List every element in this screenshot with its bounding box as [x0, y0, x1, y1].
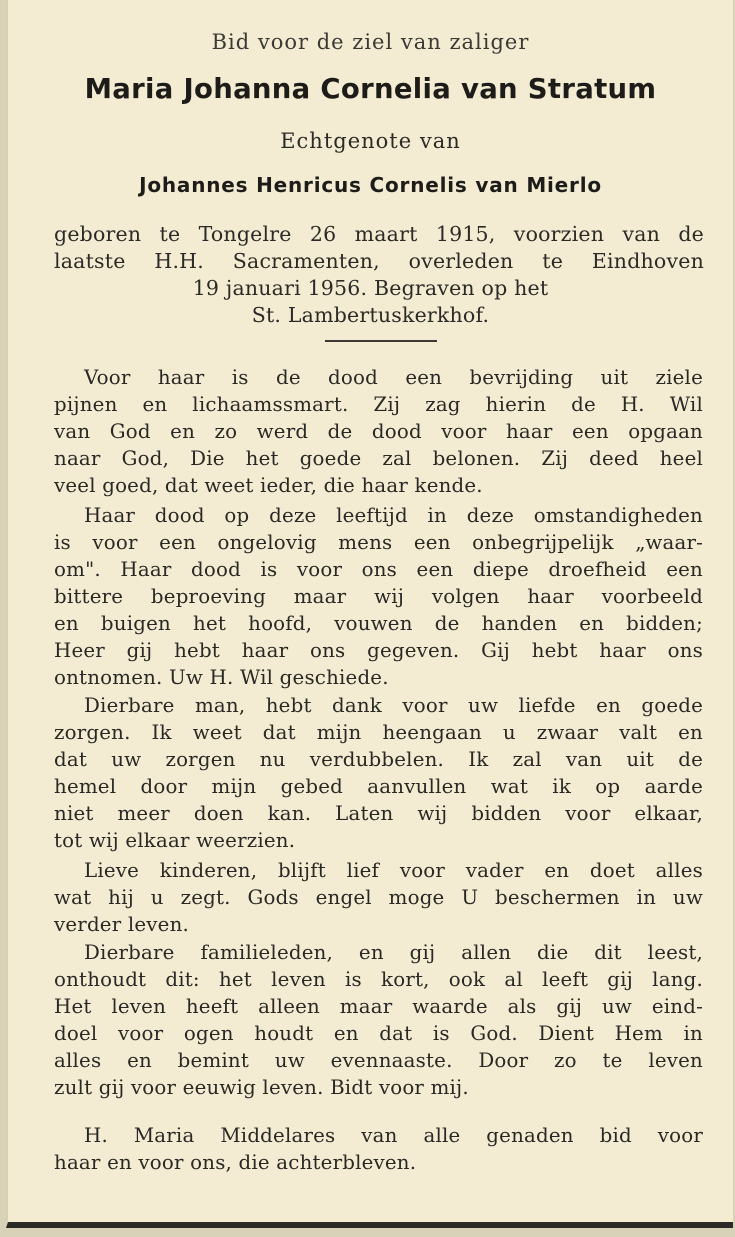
bio-line: St. Lambertuskerkhof. [251, 303, 490, 327]
prayer-card [6, 0, 733, 1228]
body-line: Het leven heeft alleen maar waarde als gij uw eind- [54, 995, 703, 1018]
bio-line: laatste H.H. Sacramenten, overleden te Eindhoven [54, 249, 704, 273]
body-line: en buigen het hoofd, vouwen de handen en bidden; [54, 612, 703, 635]
intro-line: Bid voor de ziel van zaliger [211, 30, 530, 54]
body-line: hemel door mijn gebed aanvullen wat ik op aarde [54, 775, 703, 798]
closing-line: H. Maria Middelares van alle genaden bid voor [84, 1124, 703, 1147]
body-line: Heer gij hebt haar ons gegeven. Gij hebt haar ons [54, 639, 703, 662]
body-line: veel goed, dat weet ieder, die haar kende. [54, 474, 483, 497]
body-line: Voor haar is de dood een bevrijding uit ziele [84, 366, 703, 389]
body-line: tot wij elkaar weerzien. [54, 829, 296, 852]
body-line: Lieve kinderen, blijft lief voor vader en doet alles [84, 859, 703, 882]
spouse-name: Johannes Henricus Cornelis van Mierlo [139, 173, 602, 197]
body-line: Haar dood op deze leeftijd in deze omstandigheden [84, 504, 703, 527]
body-line: zult gij voor eeuwig leven. Bidt voor mij. [54, 1076, 469, 1099]
body-line: Dierbare familieleden, en gij allen die dit leest, [84, 941, 703, 964]
body-line: wat hij u zegt. Gods engel moge U beschermen in uw [54, 886, 703, 909]
bio-line: geboren te Tongelre 26 maart 1915, voorzien van de [54, 222, 704, 246]
bio-line: 19 januari 1956. Begraven op het [192, 276, 549, 300]
body-line: verder leven. [54, 913, 189, 936]
divider [325, 340, 437, 342]
body-line: ontnomen. Uw H. Wil geschiede. [54, 666, 389, 689]
body-line: om". Haar dood is voor ons een diepe droefheid een [54, 558, 703, 581]
body-line: doel voor ogen houdt en dat is God. Dient Hem in [54, 1022, 703, 1045]
body-line: alles en bemint uw evennaaste. Door zo te leven [54, 1049, 703, 1072]
body-line: dat uw zorgen nu verdubbelen. Ik zal van uit de [54, 748, 703, 771]
body-line: Dierbare man, hebt dank voor uw liefde en goede [84, 694, 703, 717]
closing-line: haar en voor ons, die achterbleven. [54, 1151, 417, 1174]
body-line: is voor een ongelovig mens een onbegrijpelijk „waar- [54, 531, 703, 554]
body-line: bittere beproeving maar wij volgen haar voorbeeld [54, 585, 703, 608]
spouse-label: Echtgenote van [280, 129, 461, 153]
body-line: van God en zo werd de dood voor haar een opgaan [54, 420, 703, 443]
body-line: onthoudt dit: het leven is kort, ook al leeft gij lang. [54, 968, 703, 991]
body-line: pijnen en lichaamssmart. Zij zag hierin de H. Wil [54, 393, 703, 416]
body-line: naar God, Die het goede zal belonen. Zij deed heel [54, 447, 703, 470]
body-line: zorgen. Ik weet dat mijn heengaan u zwaar valt en [54, 721, 703, 744]
body-line: niet meer doen kan. Laten wij bidden voor elkaar, [54, 802, 703, 825]
deceased-name: Maria Johanna Cornelia van Stratum [84, 73, 657, 105]
